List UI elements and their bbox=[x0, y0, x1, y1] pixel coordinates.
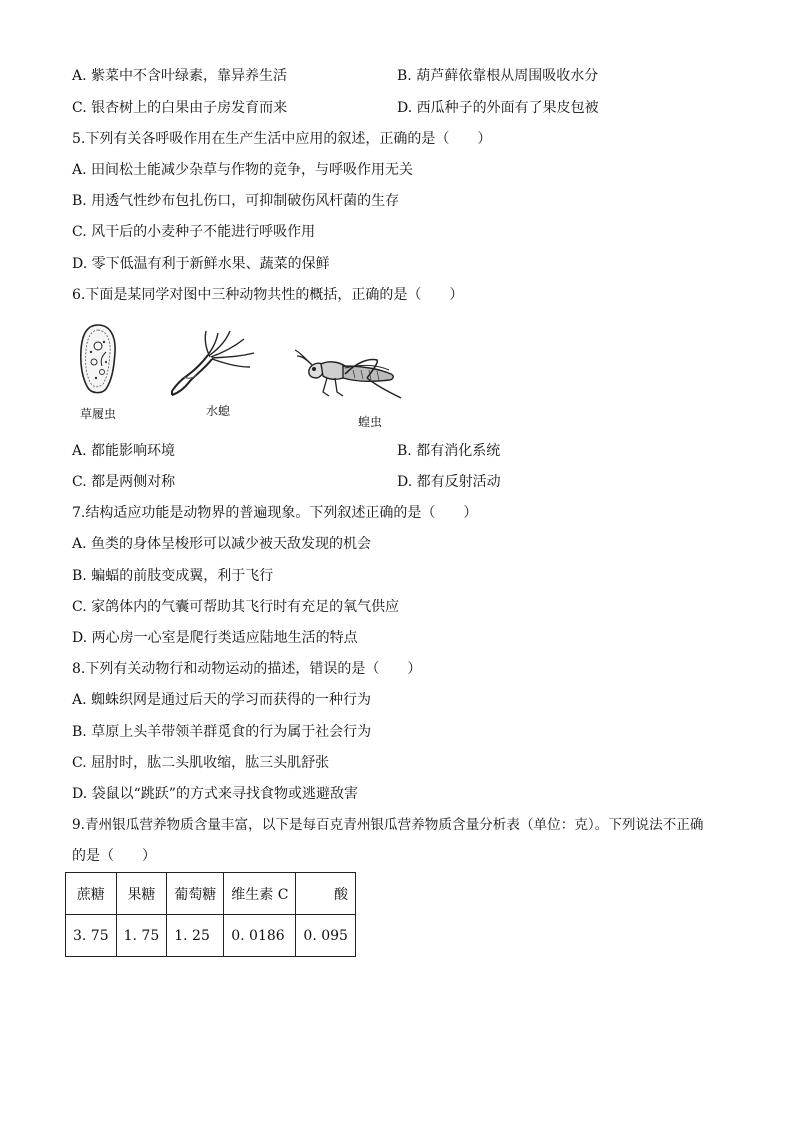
q6-stem: 6.下面是某同学对图中三种动物共性的概括，正确的是（ ） bbox=[72, 287, 464, 303]
q7-option-d: D. 两心房一心室是爬行类适应陆地生活的特点 bbox=[72, 630, 358, 646]
q9-stem-line2: 的是（ ） bbox=[72, 848, 156, 864]
fig-label-grasshopper: 蝗虫 bbox=[358, 415, 383, 429]
q9-stem-line1: 9.青州银瓜营养物质含量丰富，以下是每百克青州银瓜营养物质含量分析表（单位：克）。下列说法不正确 bbox=[72, 817, 704, 833]
hydra-illustration bbox=[166, 327, 266, 399]
q8-stem: 8.下列有关动物行和动物运动的描述，错误的是（ ） bbox=[72, 661, 422, 677]
q8-option-d: D. 袋鼠以“跳跃”的方式来寻找食物或逃避敌害 bbox=[72, 786, 358, 802]
q6-option-c: C. 都是两侧对称 bbox=[72, 474, 176, 490]
table-cell: 0. 095 bbox=[296, 915, 356, 957]
nutrition-table bbox=[65, 872, 356, 957]
q5-option-b: B. 用透气性纱布包扎伤口，可抑制破伤风杆菌的生存 bbox=[72, 193, 400, 209]
table-header-row bbox=[66, 873, 356, 915]
q8-option-a: A. 蜘蛛织网是通过后天的学习而获得的一种行为 bbox=[72, 692, 372, 708]
grasshopper-illustration bbox=[293, 348, 405, 406]
q7-option-b: B. 蝙蝠的前肢变成翼，利于飞行 bbox=[72, 568, 274, 584]
q7-option-a: A. 鱼类的身体呈梭形可以减少被天敌发现的机会 bbox=[72, 536, 372, 552]
table-header-cell: 酸 bbox=[296, 873, 356, 915]
q6-option-d: D. 都有反射活动 bbox=[397, 474, 501, 490]
table-cell: 0. 0186 bbox=[224, 915, 296, 957]
table-header-cell: 蔗糖 bbox=[66, 873, 117, 915]
paramecium-illustration bbox=[76, 322, 120, 396]
table-cell: 1. 75 bbox=[116, 915, 167, 957]
q4-option-a: A. 紫菜中不含叶绿素，靠异养生活 bbox=[72, 68, 288, 84]
fig-label-hydra: 水螅 bbox=[206, 404, 231, 418]
table-cell: 3. 75 bbox=[66, 915, 117, 957]
table-header-cell: 果糖 bbox=[116, 873, 167, 915]
table-cell: 1. 25 bbox=[167, 915, 224, 957]
table-header-cell: 维生素 C bbox=[224, 873, 296, 915]
q5-option-a: A. 田间松土能减少杂草与作物的竞争，与呼吸作用无关 bbox=[72, 162, 414, 178]
q5-option-c: C. 风干后的小麦种子不能进行呼吸作用 bbox=[72, 224, 316, 240]
q6-option-a: A. 都能影响环境 bbox=[72, 443, 176, 459]
table-row bbox=[66, 915, 356, 957]
fig-label-paramecium: 草履虫 bbox=[80, 407, 117, 421]
q4-option-c: C. 银杏树上的白果由子房发育而来 bbox=[72, 100, 288, 116]
q4-option-d: D. 西瓜种子的外面有了果皮包被 bbox=[397, 100, 599, 116]
q5-stem: 5.下列有关各呼吸作用在生产生活中应用的叙述，正确的是（ ） bbox=[72, 131, 492, 147]
q7-option-c: C. 家鸽体内的气囊可帮助其飞行时有充足的氧气供应 bbox=[72, 599, 400, 615]
table-header-cell: 葡萄糖 bbox=[167, 873, 224, 915]
q8-option-b: B. 草原上头羊带领羊群觅食的行为属于社会行为 bbox=[72, 724, 372, 740]
q7-stem: 7.结构适应功能是动物界的普遍现象。下列叙述正确的是（ ） bbox=[72, 505, 478, 521]
q8-option-c: C. 屈肘时，肱二头肌收缩，肱三头肌舒张 bbox=[72, 755, 330, 771]
q5-option-d: D. 零下低温有利于新鲜水果、蔬菜的保鲜 bbox=[72, 256, 330, 272]
q4-option-b: B. 葫芦藓依靠根从周围吸收水分 bbox=[397, 68, 599, 84]
q6-option-b: B. 都有消化系统 bbox=[397, 443, 501, 459]
